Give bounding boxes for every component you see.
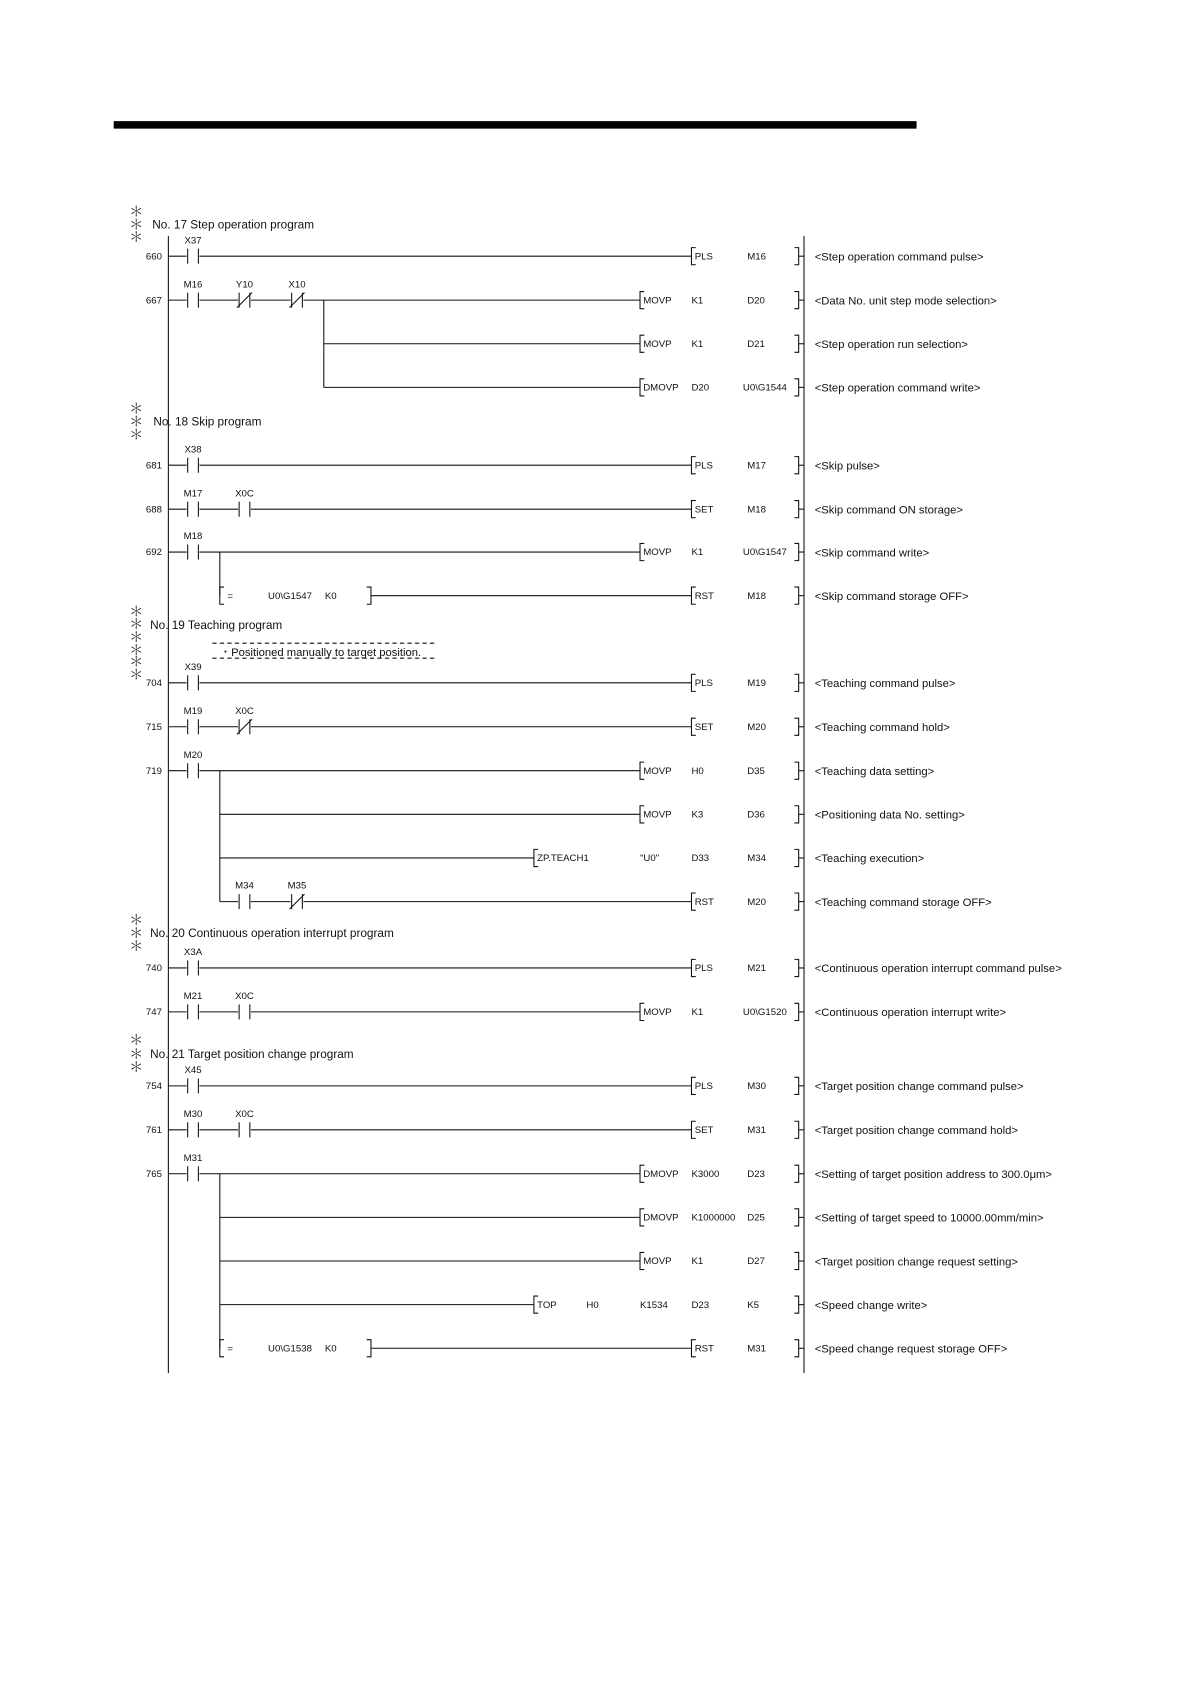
comment-star-icon: ＊: [129, 666, 144, 683]
instruction: MOVP: [643, 547, 672, 559]
contact-label: X38: [184, 444, 202, 456]
contact-gap: [187, 463, 200, 467]
contact-gap: [187, 681, 200, 685]
rung-comment: <Skip command storage OFF>: [814, 590, 969, 603]
contact-label: M17: [183, 488, 203, 500]
rung-comment: <Continuous operation interrupt command pulse>: [814, 963, 1062, 976]
contact-label: M31: [183, 1152, 203, 1164]
comment-star-icon: ＊: [129, 937, 144, 954]
contact-label: Y10: [235, 279, 254, 291]
contact-label: M20: [183, 749, 203, 761]
operand: K1000000: [691, 1212, 736, 1224]
instruction: RST: [694, 896, 714, 908]
operand: M20: [747, 721, 766, 733]
contact-gap: [187, 254, 200, 258]
instruction-close-bracket: [794, 762, 798, 779]
comment-star-icon: ＊: [129, 629, 144, 646]
comment-star-icon: ＊: [129, 426, 144, 443]
comment-star-icon: ＊: [129, 400, 144, 417]
contact-gap: [238, 899, 251, 903]
instruction-close-bracket: [794, 1165, 798, 1182]
step-number: 704: [145, 678, 162, 690]
instruction-close-bracket: [794, 1296, 798, 1313]
rung-comment: <Teaching command storage OFF>: [814, 896, 992, 909]
rung-comment: <Setting of target position address to 300.0μm>: [814, 1169, 1053, 1182]
comment-star-icon: ＊: [129, 912, 144, 929]
instruction-close-bracket: [794, 292, 798, 309]
step-number: 715: [145, 721, 162, 733]
operand: M19: [747, 678, 766, 690]
operand: D33: [691, 853, 710, 865]
contact-gap: [187, 298, 200, 302]
compare-open-bracket: [220, 587, 224, 604]
comment-star-icon: ＊: [129, 653, 144, 670]
operand: K1534: [640, 1299, 668, 1311]
instruction: MOVP: [643, 765, 672, 777]
operand: "U0": [640, 853, 660, 865]
operand: H0: [586, 1299, 599, 1311]
rung-comment: <Setting of target speed to 10000.00mm/min>: [814, 1212, 1044, 1225]
contact-label: X0C: [235, 488, 254, 500]
operand: K3: [691, 809, 704, 821]
instruction: MOVP: [643, 809, 672, 821]
comment-star-icon: ＊: [129, 1046, 144, 1063]
contact-gap: [187, 1010, 200, 1014]
section-title: No. 19 Teaching program: [150, 619, 283, 633]
contact-label: M34: [235, 880, 254, 892]
contact-gap: [187, 725, 200, 729]
rung-comment: <Teaching execution>: [814, 853, 925, 866]
step-number: 761: [145, 1125, 162, 1137]
operand: K1: [691, 338, 704, 350]
rung-comment: <Skip command write>: [814, 547, 930, 560]
comment-star-icon: ＊: [129, 229, 144, 246]
rung-comment: <Speed change request storage OFF>: [814, 1343, 1008, 1356]
step-number: 667: [145, 295, 162, 307]
operand: D27: [747, 1256, 765, 1268]
rung-comment: <Step operation command pulse>: [814, 251, 984, 264]
contact-label: M16: [183, 279, 203, 291]
operand: K5: [747, 1299, 759, 1311]
operand: K3000: [691, 1168, 720, 1180]
instruction-close-bracket: [794, 379, 798, 396]
rung-comment: <Teaching command pulse>: [814, 678, 956, 691]
section-title: No. 18 Skip program: [153, 415, 262, 429]
operand: M17: [747, 460, 766, 472]
compare-operator: =: [227, 1343, 233, 1355]
operand: K1: [691, 1256, 704, 1268]
operand: H0: [691, 765, 704, 777]
operand: M31: [747, 1343, 766, 1355]
contact-label: X0C: [235, 705, 254, 717]
instruction: SET: [694, 721, 714, 733]
contact-label: M35: [287, 880, 307, 892]
note-text: ・Positioned manually to target position.: [219, 647, 422, 660]
contact-label: X37: [184, 235, 202, 247]
contact-label: X39: [184, 661, 202, 673]
operand: D35: [747, 765, 765, 777]
comment-star-icon: ＊: [129, 1058, 144, 1075]
operand: M18: [747, 504, 766, 516]
instruction: RST: [694, 1343, 714, 1355]
compare-operand: K0: [324, 590, 337, 602]
comment-star-icon: ＊: [129, 413, 144, 430]
instruction-close-bracket: [794, 587, 798, 604]
contact-label: M18: [183, 531, 203, 543]
instruction: SET: [694, 1125, 714, 1137]
instruction: MOVP: [643, 1007, 672, 1019]
compare-operand: K0: [324, 1343, 337, 1355]
comment-star-icon: ＊: [129, 616, 144, 633]
operand-buffer-memory: U0\G1547: [742, 547, 787, 559]
operand: K1: [691, 1007, 704, 1019]
comment-star-icon: ＊: [129, 924, 144, 941]
compare-operator: =: [227, 590, 233, 602]
instruction: MOVP: [643, 1256, 672, 1268]
operand: K1: [691, 295, 704, 307]
operand-buffer-memory: U0\G1538: [268, 1343, 312, 1355]
operand-buffer-memory: U0\G1520: [742, 1007, 787, 1019]
operand: M34: [747, 853, 766, 865]
rung-comment: <Continuous operation interrupt write>: [814, 1007, 1007, 1020]
step-number: 688: [145, 504, 162, 516]
operand: D36: [747, 809, 765, 821]
instruction: TOP: [537, 1299, 557, 1311]
instruction: ZP.TEACH1: [537, 853, 589, 865]
instruction-close-bracket: [794, 1003, 798, 1020]
header-bar: [114, 121, 917, 129]
instruction-close-bracket: [794, 806, 798, 823]
contact-gap: [187, 1172, 200, 1176]
instruction-close-bracket: [794, 543, 798, 560]
rung-comment: <Teaching data setting>: [814, 766, 935, 779]
rung-comment: <Target position change command hold>: [814, 1125, 1019, 1138]
rung-comment: <Skip command ON storage>: [814, 504, 963, 517]
comment-star-icon: ＊: [129, 203, 144, 220]
contact-gap: [187, 507, 200, 511]
section-title: No. 21 Target position change program: [150, 1047, 354, 1061]
operand: M18: [747, 590, 766, 602]
contact-label: M19: [183, 705, 203, 717]
instruction: PLS: [694, 678, 713, 690]
contact-gap: [238, 507, 251, 511]
instruction: PLS: [694, 963, 713, 975]
section-title: No. 17 Step operation program: [152, 218, 315, 232]
operand: D23: [691, 1299, 710, 1311]
section-title: No. 20 Continuous operation interrupt program: [150, 926, 394, 940]
compare-close-bracket: [367, 1340, 371, 1357]
instruction: RST: [694, 590, 714, 602]
operand: D25: [747, 1212, 765, 1224]
step-number: 660: [145, 251, 162, 263]
contact-label: M30: [183, 1108, 203, 1120]
instruction: MOVP: [643, 295, 672, 307]
operand-buffer-memory: U0\G1544: [742, 382, 787, 394]
comment-star-icon: ＊: [129, 1032, 144, 1049]
contact-gap: [187, 966, 200, 970]
instruction: PLS: [694, 460, 713, 472]
instruction: PLS: [694, 251, 713, 263]
rung-comment: <Data No. unit step mode selection>: [814, 295, 997, 308]
step-number: 740: [145, 963, 162, 975]
contact-gap: [187, 550, 200, 554]
instruction: DMOVP: [643, 382, 679, 394]
comment-star-icon: ＊: [129, 603, 144, 620]
operand: D20: [691, 382, 710, 394]
instruction: SET: [694, 504, 714, 516]
operand: M16: [747, 251, 766, 263]
instruction-close-bracket: [794, 893, 798, 910]
compare-close-bracket: [367, 587, 371, 604]
contact-label: M21: [183, 991, 203, 1003]
instruction-close-bracket: [794, 959, 798, 976]
contact-label: X10: [288, 279, 306, 291]
step-number: 719: [145, 765, 162, 777]
instruction-close-bracket: [794, 1209, 798, 1226]
compare-open-bracket: [220, 1340, 224, 1357]
instruction-close-bracket: [794, 849, 798, 866]
instruction-close-bracket: [794, 501, 798, 518]
instruction-close-bracket: [794, 718, 798, 735]
rung-comment: <Step operation run selection>: [814, 339, 968, 352]
step-number: 754: [145, 1081, 162, 1093]
step-number: 692: [145, 547, 162, 559]
contact-gap: [238, 1010, 251, 1014]
instruction-close-bracket: [794, 335, 798, 352]
contact-gap: [187, 1084, 200, 1088]
contact-gap: [187, 769, 200, 773]
contact-gap: [238, 1128, 251, 1132]
contact-label: X3A: [183, 947, 203, 959]
step-number: 765: [145, 1168, 162, 1180]
rung-comment: <Target position change request setting>: [814, 1256, 1019, 1269]
instruction-close-bracket: [794, 1121, 798, 1138]
rung-comment: <Step operation command write>: [814, 382, 981, 395]
operand: D20: [747, 295, 765, 307]
rung-comment: <Positioning data No. setting>: [814, 809, 965, 822]
operand: M21: [747, 963, 766, 975]
operand-buffer-memory: U0\G1547: [268, 590, 312, 602]
instruction-close-bracket: [794, 1340, 798, 1357]
instruction-close-bracket: [794, 1077, 798, 1094]
operand: K1: [691, 547, 704, 559]
rung-comment: <Teaching command hold>: [814, 722, 950, 735]
instruction: DMOVP: [643, 1168, 679, 1180]
operand: M31: [747, 1125, 766, 1137]
instruction: MOVP: [643, 338, 672, 350]
instruction: PLS: [694, 1081, 713, 1093]
step-number: 747: [145, 1007, 162, 1019]
instruction: DMOVP: [643, 1212, 679, 1224]
rung-comment: <Target position change command pulse>: [814, 1081, 1024, 1094]
comment-star-icon: ＊: [129, 641, 144, 658]
operand: M30: [747, 1081, 766, 1093]
instruction-close-bracket: [794, 1252, 798, 1269]
instruction-close-bracket: [794, 674, 798, 691]
rung-comment: <Speed change write>: [814, 1299, 928, 1312]
contact-gap: [187, 1128, 200, 1132]
operand: D21: [747, 338, 765, 350]
instruction-close-bracket: [794, 457, 798, 474]
step-number: 681: [145, 460, 162, 472]
contact-label: X0C: [235, 1108, 254, 1120]
instruction-close-bracket: [794, 248, 798, 265]
operand: M20: [747, 896, 766, 908]
rung-comment: <Skip pulse>: [814, 460, 880, 473]
operand: D23: [747, 1168, 765, 1180]
contact-label: X45: [184, 1065, 202, 1077]
contact-label: X0C: [235, 991, 254, 1003]
comment-star-icon: ＊: [129, 216, 144, 233]
